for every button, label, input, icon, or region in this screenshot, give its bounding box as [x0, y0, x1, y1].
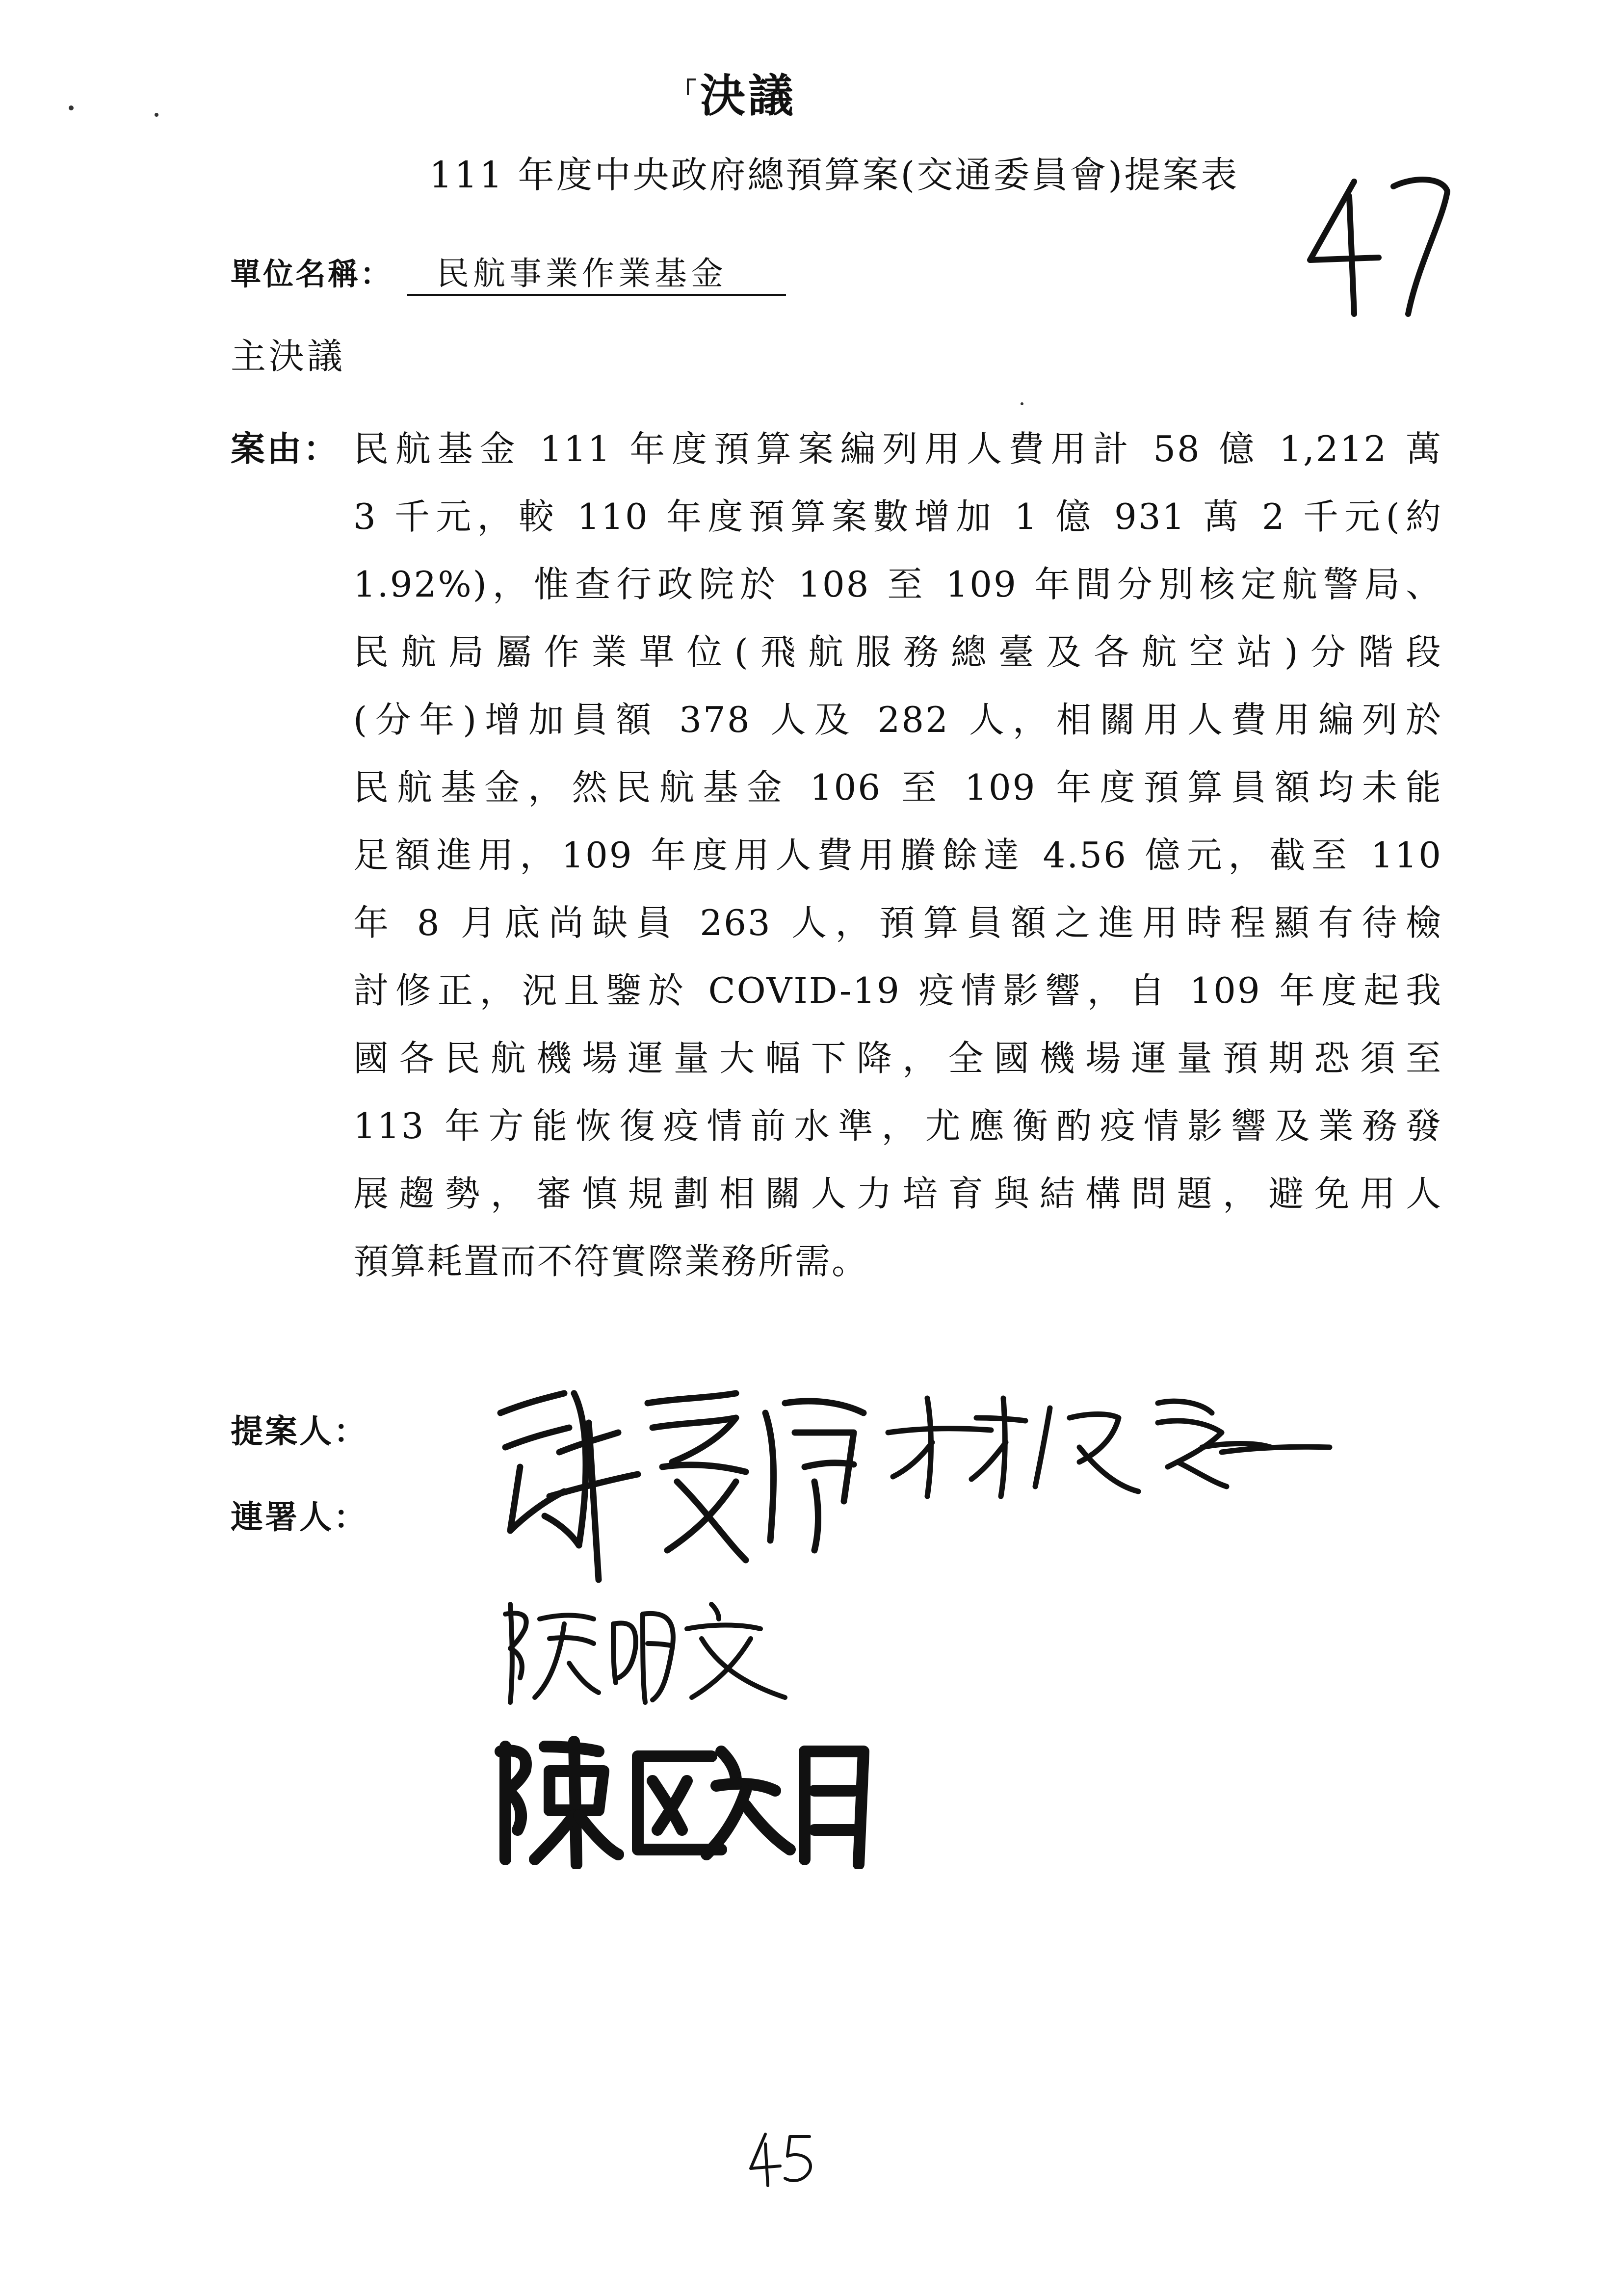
signature-cosigner-2	[496, 1594, 790, 1707]
handwritten-page-number	[1295, 167, 1457, 324]
document-title: 決議	[700, 70, 796, 122]
scan-speck	[155, 113, 158, 117]
reason-line: 足額進用，109 年度用人費用賸餘達 4.56 億元，截至 110	[353, 835, 1442, 876]
cosigner-label: 連署人：	[231, 1498, 368, 1536]
reason-line: 預算耗置而不符實際業務所需。	[353, 1241, 869, 1282]
reason-line: 113 年方能恢復疫情前水準，尤應衡酌疫情影響及業務發	[353, 1105, 1442, 1147]
reason-line: 3 千元，較 110 年度預算案數增加 1 億 931 萬 2 千元(約	[353, 496, 1442, 537]
signature-proposer	[491, 1383, 873, 1590]
reason-label: 案由：	[231, 429, 340, 469]
main-resolution-heading: 主決議	[231, 336, 346, 377]
reason-body	[353, 427, 1442, 1307]
signature-cosigner-1	[883, 1388, 1335, 1501]
reason-line: 討修正，況且鑒於 COVID-19 疫情影響，自 109 年度起我	[353, 970, 1442, 1011]
reason-line: 展趨勢，審慎規劃相關人力培育與結構問題，避免用人	[353, 1173, 1442, 1214]
proposer-label: 提案人：	[231, 1412, 368, 1450]
unit-label: 單位名稱：	[231, 256, 393, 292]
scan-speck	[1021, 402, 1023, 405]
document-subtitle: 111 年度中央政府總預算案(交通委員會)提案表	[429, 154, 1239, 196]
handwritten-bottom-number	[746, 2129, 819, 2188]
reason-line: 民航基金 111 年度預算案編列用人費用計 58 億 1,212 萬	[353, 428, 1442, 470]
reason-line: (分年)增加員額 378 人及 282 人，相關用人費用編列於	[353, 699, 1442, 740]
scan-speck	[69, 105, 74, 110]
signature-cosigner-3	[491, 1732, 873, 1869]
reason-line: 民航基金，然民航基金 106 至 109 年度預算員額均未能	[353, 767, 1442, 808]
reason-line: 民航局屬作業單位(飛航服務總臺及各航空站)分階段	[353, 631, 1442, 673]
reason-line: 國各民航機場運量大幅下降，全國機場運量預期恐須至	[353, 1038, 1442, 1079]
reason-line: 年 8 月底尚缺員 263 人，預算員額之進用時程顯有待檢	[353, 902, 1442, 943]
unit-value: 民航事業作業基金	[407, 258, 786, 296]
reason-line: 1.92%)，惟查行政院於 108 至 109 年間分別核定航警局、	[353, 564, 1442, 605]
unit-row	[231, 255, 786, 302]
